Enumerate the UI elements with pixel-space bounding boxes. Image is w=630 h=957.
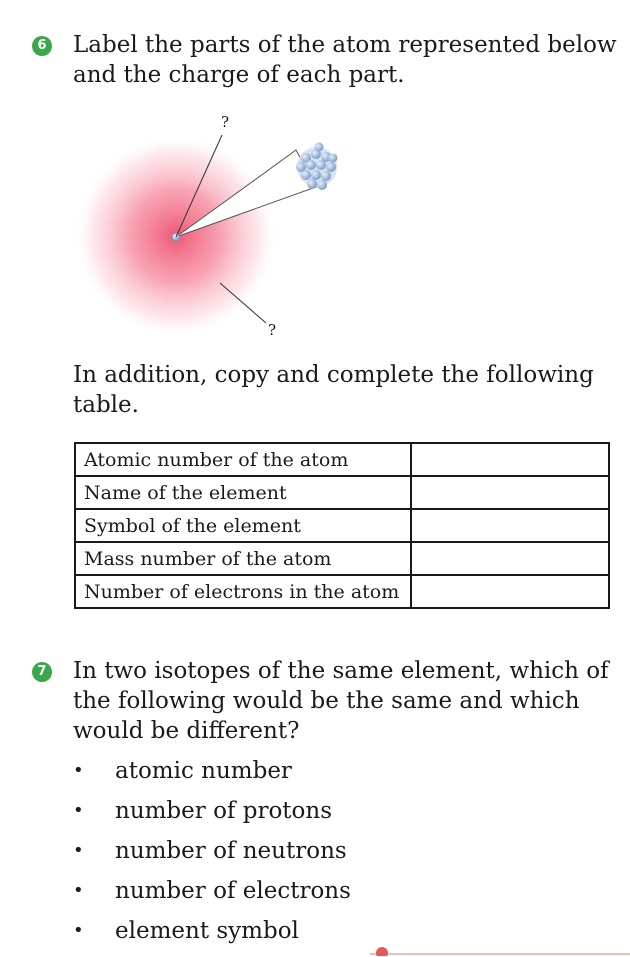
list-item-text: element symbol [115,918,299,944]
list-item [73,797,351,837]
table-row [75,509,609,542]
table-row-answer-cell [411,542,609,575]
list-item [73,757,351,797]
table-instruction: In addition, copy and complete the following table. [73,362,594,418]
table-row [75,575,609,608]
isotope-options-list [73,757,351,957]
table-row-label: Number of electrons in the atom [75,575,411,608]
question-6-line-2: and the charge of each part. [73,62,405,88]
list-item-text: number of electrons [115,878,351,904]
list-item [73,877,351,917]
bullet-icon: • [73,840,84,861]
bullet-icon: • [73,920,84,941]
table-row-answer-cell [411,443,609,476]
list-item [73,917,351,957]
table-row [75,443,609,476]
question-7-text [73,656,618,746]
label-top: ? [221,113,230,131]
question-7-line-2: the following would be the same and which [73,688,580,714]
table-row-answer-cell [411,509,609,542]
table-row-label: Symbol of the element [75,509,411,542]
list-item-text: number of neutrons [115,838,347,864]
table-row-answer-cell [411,575,609,608]
atom-diagram [60,105,360,345]
question-7-line-3: would be different? [73,718,300,744]
table-row [75,476,609,509]
question-7-badge: 7 [32,662,52,682]
label-bottom: ? [268,321,277,339]
bullet-icon: • [73,800,84,821]
list-item-text: atomic number [115,758,292,784]
table-row-answer-cell [411,476,609,509]
question-7-line-1: In two isotopes of the same element, which of [73,658,609,684]
bullet-icon: • [73,880,84,901]
list-item [73,837,351,877]
question-6-text [73,30,618,90]
table-row [75,542,609,575]
bullet-icon: • [73,760,84,781]
atom-table [74,442,610,609]
footer-decoration [360,944,630,956]
question-6-badge: 6 [32,36,52,56]
question-6-line-1: Label the parts of the atom represented below [73,32,617,58]
table-row-label: Name of the element [75,476,411,509]
table-row-label: Atomic number of the atom [75,443,411,476]
list-item-text: number of protons [115,798,333,824]
table-row-label: Mass number of the atom [75,542,411,575]
